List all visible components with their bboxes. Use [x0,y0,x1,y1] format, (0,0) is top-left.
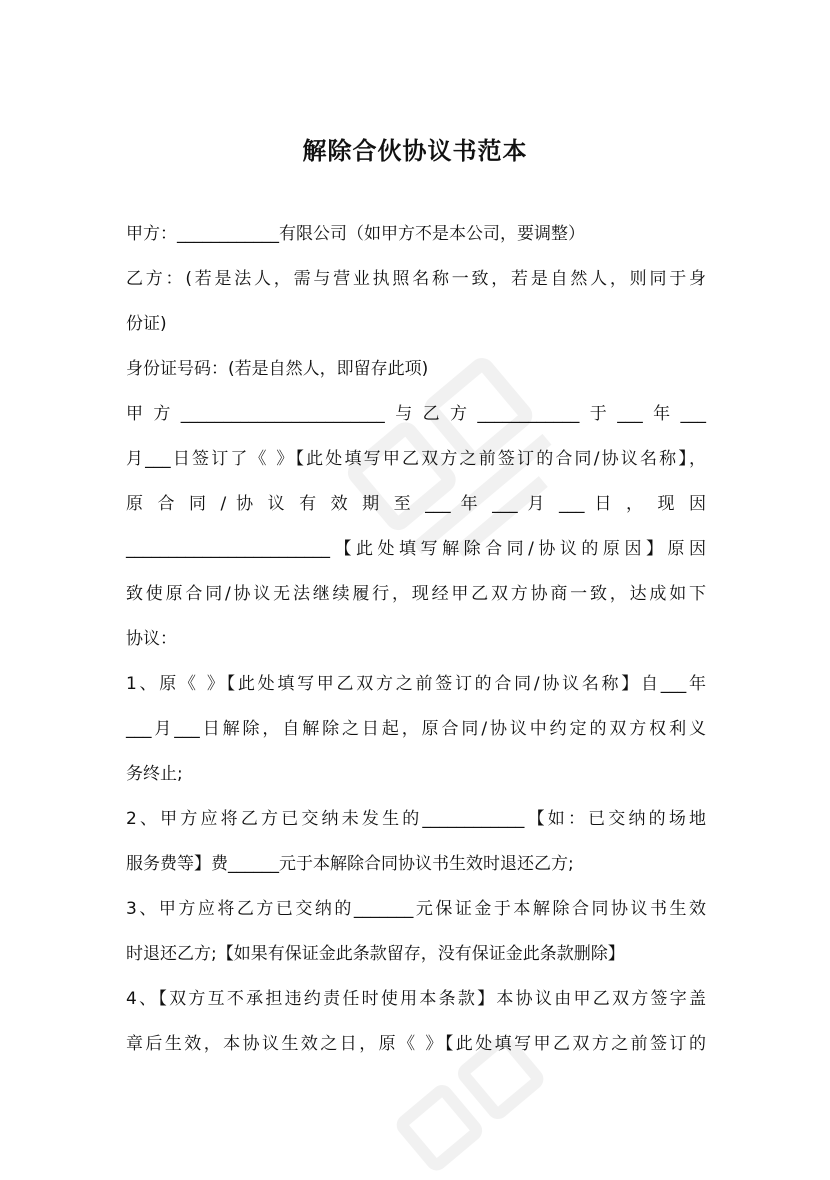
text-line: 份证) [126,314,167,334]
document-body [126,212,706,1067]
text-line: 协议： [126,629,177,649]
text-line: 致使原合同/协议无法继续履行，现经甲乙双方协商一致，达成如下 [126,584,706,604]
text-line: 月___日签订了《 》【此处填写甲乙双方之前签订的合同/协议名称】， [126,449,706,469]
text-line: 身份证号码：(若是自然人，即留存此项) [126,359,429,379]
text-line: 乙方：(若是法人，需与营业执照名称一致，若是自然人，则同于身 [126,269,706,289]
text-line: 3、甲方应将乙方已交纳的_______元保证金于本解除合同协议书生效 [126,899,706,919]
text-line: 甲方________________________与乙方____________于___年___ [126,404,706,424]
text-line: ________________________【此处填写解除合同/协议的原因】原因 [126,539,706,559]
text-line: 1、原《 》【此处填写甲乙双方之前签订的合同/协议名称】自___年 [126,674,706,694]
document-title: 解除合伙协议书范本 [302,137,528,166]
text-line: 原 合 同 / 协 议 有 效 期 至 ___ 年 ___ 月 ___ 日 ， 现 因 [126,494,706,514]
text-line: 时退还乙方;【如果有保证金此条款留存，没有保证金此条款删除】 [126,944,625,964]
text-line: 甲方：____________有限公司（如甲方不是本公司，要调整） [126,224,585,244]
text-line: 2、甲方应将乙方已交纳未发生的____________【如：已交纳的场地 [126,809,706,829]
text-line: 务终止; [126,764,183,784]
text-line: 服务费等】费______元于本解除合同协议书生效时退还乙方; [126,854,574,874]
text-line: ___月___日解除，自解除之日起，原合同/协议中约定的双方权利义 [126,719,706,739]
text-line: 4、【双方互不承担违约责任时使用本条款】本协议由甲乙双方签字盖 [126,989,706,1009]
text-line: 章后生效，本协议生效之日，原《 》【此处填写甲乙双方之前签订的 [126,1034,706,1054]
